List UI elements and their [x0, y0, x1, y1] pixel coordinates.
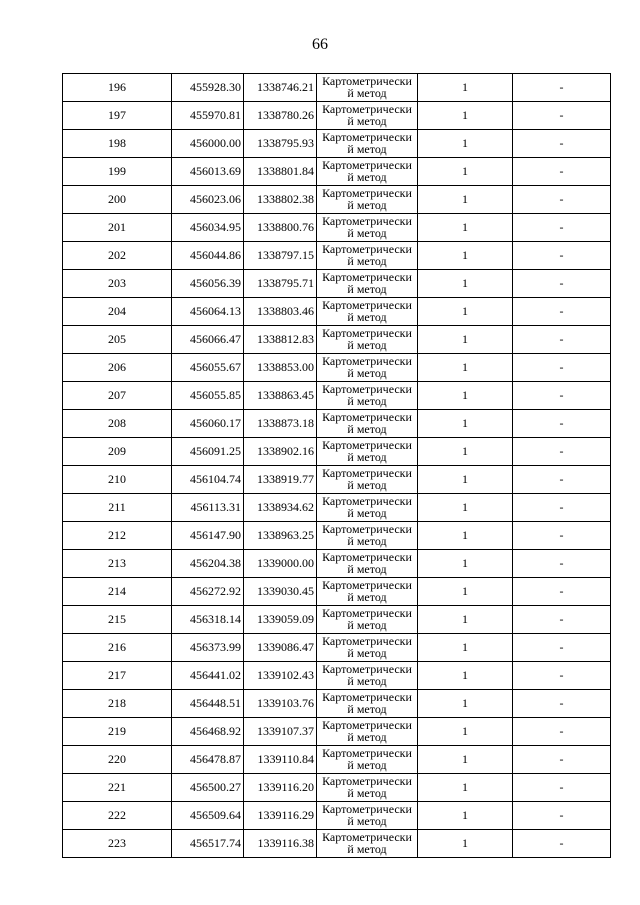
method-label-line1: Картометрически [322, 550, 412, 564]
method-label-line2: й метод [347, 226, 387, 240]
coordinate-x: 456204.38 [172, 550, 244, 578]
method-label-line2: й метод [347, 674, 387, 688]
method-cell [317, 242, 418, 270]
table-row [63, 298, 611, 326]
method-label-line2: й метод [347, 730, 387, 744]
method-cell [317, 662, 418, 690]
method-cell [317, 270, 418, 298]
method-label-line2: й метод [347, 114, 387, 128]
coordinate-x: 456509.64 [172, 802, 244, 830]
note-value: - [513, 690, 611, 718]
method-label-line2: й метод [347, 86, 387, 100]
coordinate-x: 456113.31 [172, 494, 244, 522]
method-label-line1: Картометрически [322, 522, 412, 536]
method-label-line1: Картометрически [322, 130, 412, 144]
method-label-line1: Картометрически [322, 102, 412, 116]
table-row [63, 746, 611, 774]
method-label-line1: Картометрически [322, 410, 412, 424]
method-label-line1: Картометрически [322, 494, 412, 508]
table-row [63, 410, 611, 438]
method-label-line2: й метод [347, 254, 387, 268]
point-number: 214 [63, 578, 172, 606]
method-cell [317, 774, 418, 802]
table-row [63, 718, 611, 746]
coordinate-x: 455970.81 [172, 102, 244, 130]
point-number: 217 [63, 662, 172, 690]
point-number: 196 [63, 74, 172, 102]
point-number: 202 [63, 242, 172, 270]
coordinate-y: 1339086.47 [244, 634, 317, 662]
method-label-line2: й метод [347, 786, 387, 800]
method-label-line1: Картометрически [322, 158, 412, 172]
coordinate-y: 1339030.45 [244, 578, 317, 606]
accuracy-value: 1 [418, 690, 513, 718]
accuracy-value: 1 [418, 746, 513, 774]
point-number: 213 [63, 550, 172, 578]
table-row [63, 438, 611, 466]
accuracy-value: 1 [418, 298, 513, 326]
table-row [63, 774, 611, 802]
coordinate-x: 455928.30 [172, 74, 244, 102]
point-number: 197 [63, 102, 172, 130]
note-value: - [513, 382, 611, 410]
method-label-line2: й метод [347, 422, 387, 436]
point-number: 223 [63, 830, 172, 858]
point-number: 220 [63, 746, 172, 774]
point-number: 211 [63, 494, 172, 522]
note-value: - [513, 774, 611, 802]
method-label-line2: й метод [347, 702, 387, 716]
coordinate-x: 456147.90 [172, 522, 244, 550]
method-label-line1: Картометрически [322, 690, 412, 704]
coordinate-y: 1338873.18 [244, 410, 317, 438]
coordinate-x: 456104.74 [172, 466, 244, 494]
accuracy-value: 1 [418, 606, 513, 634]
method-cell [317, 186, 418, 214]
note-value: - [513, 410, 611, 438]
page-number: 66 [312, 36, 328, 53]
note-value: - [513, 130, 611, 158]
table-row [63, 634, 611, 662]
coordinate-x: 456023.06 [172, 186, 244, 214]
method-label-line2: й метод [347, 758, 387, 772]
method-cell [317, 690, 418, 718]
coordinate-y: 1338863.45 [244, 382, 317, 410]
method-cell [317, 466, 418, 494]
method-label-line2: й метод [347, 142, 387, 156]
note-value: - [513, 438, 611, 466]
note-value: - [513, 354, 611, 382]
coordinate-y: 1339102.43 [244, 662, 317, 690]
table-row [63, 158, 611, 186]
coordinate-x: 456034.95 [172, 214, 244, 242]
point-number: 207 [63, 382, 172, 410]
method-label-line2: й метод [347, 478, 387, 492]
coordinate-x: 456064.13 [172, 298, 244, 326]
method-label-line2: й метод [347, 618, 387, 632]
coordinates-table-body [63, 74, 611, 858]
method-label-line2: й метод [347, 842, 387, 856]
accuracy-value: 1 [418, 158, 513, 186]
table-row [63, 522, 611, 550]
coordinate-y: 1338746.21 [244, 74, 317, 102]
method-label-line2: й метод [347, 506, 387, 520]
method-label-line1: Картометрически [322, 802, 412, 816]
point-number: 216 [63, 634, 172, 662]
note-value: - [513, 102, 611, 130]
accuracy-value: 1 [418, 718, 513, 746]
coordinate-y: 1339116.20 [244, 774, 317, 802]
note-value: - [513, 578, 611, 606]
note-value: - [513, 158, 611, 186]
note-value: - [513, 270, 611, 298]
coordinate-x: 456373.99 [172, 634, 244, 662]
table-row [63, 130, 611, 158]
method-label-line2: й метод [347, 198, 387, 212]
method-cell [317, 494, 418, 522]
point-number: 218 [63, 690, 172, 718]
method-label-line1: Картометрически [322, 74, 412, 88]
method-label-line2: й метод [347, 394, 387, 408]
coordinate-y: 1338853.00 [244, 354, 317, 382]
method-label-line2: й метод [347, 450, 387, 464]
table-row [63, 102, 611, 130]
point-number: 210 [63, 466, 172, 494]
coordinate-x: 456066.47 [172, 326, 244, 354]
table-row [63, 214, 611, 242]
coordinates-table [62, 73, 611, 858]
table-row [63, 802, 611, 830]
coordinate-y: 1338795.71 [244, 270, 317, 298]
coordinate-x: 456468.92 [172, 718, 244, 746]
method-label-line1: Картометрически [322, 242, 412, 256]
coordinate-x: 456091.25 [172, 438, 244, 466]
method-label-line1: Картометрически [322, 214, 412, 228]
coordinate-y: 1339000.00 [244, 550, 317, 578]
method-label-line2: й метод [347, 282, 387, 296]
accuracy-value: 1 [418, 550, 513, 578]
coordinate-x: 456500.27 [172, 774, 244, 802]
note-value: - [513, 550, 611, 578]
accuracy-value: 1 [418, 186, 513, 214]
coordinate-y: 1339116.29 [244, 802, 317, 830]
method-cell [317, 130, 418, 158]
table-row [63, 578, 611, 606]
method-label-line1: Картометрически [322, 326, 412, 340]
coordinate-y: 1338795.93 [244, 130, 317, 158]
accuracy-value: 1 [418, 522, 513, 550]
note-value: - [513, 242, 611, 270]
accuracy-value: 1 [418, 270, 513, 298]
table-row [63, 242, 611, 270]
coordinate-x: 456478.87 [172, 746, 244, 774]
accuracy-value: 1 [418, 438, 513, 466]
method-label-line1: Картометрически [322, 662, 412, 676]
table-row [63, 326, 611, 354]
method-cell [317, 830, 418, 858]
table-row [63, 606, 611, 634]
method-cell [317, 102, 418, 130]
point-number: 219 [63, 718, 172, 746]
note-value: - [513, 746, 611, 774]
coordinate-y: 1338802.38 [244, 186, 317, 214]
method-label-line1: Картометрически [322, 774, 412, 788]
method-cell [317, 718, 418, 746]
method-cell [317, 326, 418, 354]
point-number: 200 [63, 186, 172, 214]
point-number: 199 [63, 158, 172, 186]
accuracy-value: 1 [418, 578, 513, 606]
note-value: - [513, 662, 611, 690]
coordinate-y: 1339116.38 [244, 830, 317, 858]
accuracy-value: 1 [418, 830, 513, 858]
accuracy-value: 1 [418, 214, 513, 242]
point-number: 209 [63, 438, 172, 466]
method-label-line1: Картометрически [322, 634, 412, 648]
coordinate-y: 1339059.09 [244, 606, 317, 634]
point-number: 222 [63, 802, 172, 830]
table-row [63, 662, 611, 690]
method-cell [317, 802, 418, 830]
method-label-line2: й метод [347, 534, 387, 548]
accuracy-value: 1 [418, 354, 513, 382]
accuracy-value: 1 [418, 242, 513, 270]
point-number: 206 [63, 354, 172, 382]
coordinate-y: 1338800.76 [244, 214, 317, 242]
coordinate-y: 1339110.84 [244, 746, 317, 774]
method-cell [317, 746, 418, 774]
note-value: - [513, 718, 611, 746]
note-value: - [513, 74, 611, 102]
accuracy-value: 1 [418, 410, 513, 438]
coordinate-x: 456055.67 [172, 354, 244, 382]
note-value: - [513, 326, 611, 354]
accuracy-value: 1 [418, 466, 513, 494]
accuracy-value: 1 [418, 74, 513, 102]
method-cell [317, 550, 418, 578]
table-row [63, 830, 611, 858]
point-number: 215 [63, 606, 172, 634]
table-row [63, 186, 611, 214]
note-value: - [513, 522, 611, 550]
point-number: 204 [63, 298, 172, 326]
method-cell [317, 634, 418, 662]
note-value: - [513, 186, 611, 214]
method-label-line2: й метод [347, 170, 387, 184]
method-label-line1: Картометрически [322, 578, 412, 592]
method-cell [317, 74, 418, 102]
note-value: - [513, 634, 611, 662]
point-number: 198 [63, 130, 172, 158]
coordinate-x: 456318.14 [172, 606, 244, 634]
note-value: - [513, 494, 611, 522]
method-label-line1: Картометрически [322, 298, 412, 312]
coordinate-y: 1339107.37 [244, 718, 317, 746]
accuracy-value: 1 [418, 634, 513, 662]
method-label-line2: й метод [347, 562, 387, 576]
point-number: 221 [63, 774, 172, 802]
method-label-line1: Картометрически [322, 354, 412, 368]
note-value: - [513, 606, 611, 634]
note-value: - [513, 298, 611, 326]
note-value: - [513, 466, 611, 494]
table-row [63, 382, 611, 410]
method-label-line2: й метод [347, 338, 387, 352]
note-value: - [513, 802, 611, 830]
accuracy-value: 1 [418, 130, 513, 158]
accuracy-value: 1 [418, 326, 513, 354]
accuracy-value: 1 [418, 802, 513, 830]
coordinate-x: 456044.86 [172, 242, 244, 270]
coordinate-x: 456056.39 [172, 270, 244, 298]
coordinate-x: 456272.92 [172, 578, 244, 606]
table-row [63, 466, 611, 494]
coordinate-x: 456441.02 [172, 662, 244, 690]
method-cell [317, 606, 418, 634]
point-number: 203 [63, 270, 172, 298]
coordinate-x: 456448.51 [172, 690, 244, 718]
table-row [63, 494, 611, 522]
method-label-line2: й метод [347, 366, 387, 380]
point-number: 201 [63, 214, 172, 242]
coordinate-y: 1338803.46 [244, 298, 317, 326]
coordinate-y: 1338934.62 [244, 494, 317, 522]
method-cell [317, 158, 418, 186]
point-number: 208 [63, 410, 172, 438]
coordinate-y: 1338919.77 [244, 466, 317, 494]
method-label-line2: й метод [347, 646, 387, 660]
method-cell [317, 214, 418, 242]
note-value: - [513, 830, 611, 858]
table-row [63, 74, 611, 102]
table-row [63, 270, 611, 298]
point-number: 205 [63, 326, 172, 354]
coordinate-y: 1338780.26 [244, 102, 317, 130]
method-label-line1: Картометрически [322, 438, 412, 452]
coordinate-y: 1338963.25 [244, 522, 317, 550]
method-label-line1: Картометрически [322, 718, 412, 732]
coordinate-y: 1338797.15 [244, 242, 317, 270]
coordinate-y: 1339103.76 [244, 690, 317, 718]
method-cell [317, 410, 418, 438]
coordinate-x: 456055.85 [172, 382, 244, 410]
coordinate-y: 1338902.16 [244, 438, 317, 466]
note-value: - [513, 214, 611, 242]
method-cell [317, 522, 418, 550]
method-label-line1: Картометрически [322, 830, 412, 844]
method-label-line2: й метод [347, 814, 387, 828]
accuracy-value: 1 [418, 774, 513, 802]
table-row [63, 354, 611, 382]
accuracy-value: 1 [418, 662, 513, 690]
method-label-line1: Картометрически [322, 746, 412, 760]
point-number: 212 [63, 522, 172, 550]
method-label-line1: Картометрически [322, 270, 412, 284]
method-cell [317, 298, 418, 326]
method-cell [317, 578, 418, 606]
method-cell [317, 354, 418, 382]
coordinate-y: 1338812.83 [244, 326, 317, 354]
method-cell [317, 438, 418, 466]
method-label-line1: Картометрически [322, 466, 412, 480]
coordinate-x: 456013.69 [172, 158, 244, 186]
coordinate-x: 456517.74 [172, 830, 244, 858]
accuracy-value: 1 [418, 382, 513, 410]
accuracy-value: 1 [418, 102, 513, 130]
method-label-line2: й метод [347, 590, 387, 604]
table-row [63, 690, 611, 718]
accuracy-value: 1 [418, 494, 513, 522]
method-label-line1: Картометрически [322, 382, 412, 396]
method-cell [317, 382, 418, 410]
method-label-line1: Картометрически [322, 186, 412, 200]
coordinate-x: 456060.17 [172, 410, 244, 438]
table-row [63, 550, 611, 578]
coordinate-x: 456000.00 [172, 130, 244, 158]
method-label-line2: й метод [347, 310, 387, 324]
method-label-line1: Картометрически [322, 606, 412, 620]
coordinate-y: 1338801.84 [244, 158, 317, 186]
